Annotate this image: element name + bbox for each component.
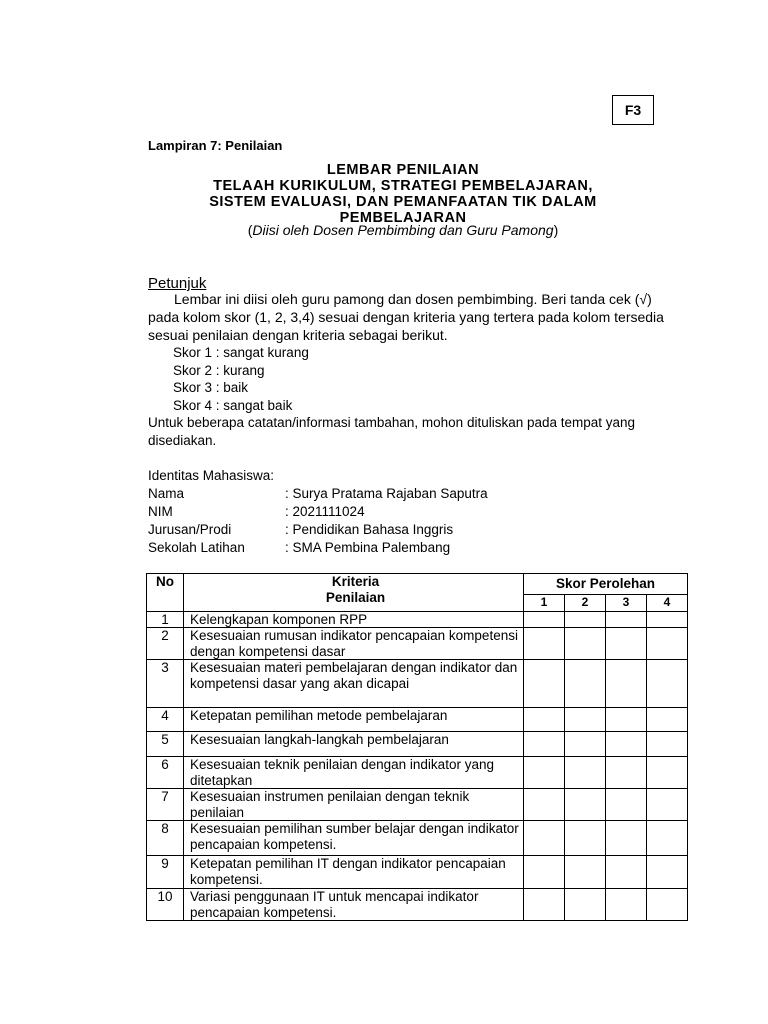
score-cell[interactable]: [647, 732, 688, 757]
score-cell[interactable]: [565, 789, 606, 821]
row-number: 9: [147, 856, 184, 889]
score-cell[interactable]: [524, 708, 565, 732]
score-cell[interactable]: [606, 757, 647, 789]
score-cell[interactable]: [524, 821, 565, 856]
row-criteria: Kesesuaian rumusan indikator pencapaian kompetensi dengan kompetensi dasar: [184, 628, 524, 660]
criteria-header-line-1: Kriteria: [331, 574, 380, 589]
score-legend-item: Skor 2 : kurang: [173, 362, 265, 378]
score-cell[interactable]: [524, 789, 565, 821]
score-cell[interactable]: [524, 732, 565, 757]
identity-heading: Identitas Mahasiswa:: [148, 468, 275, 483]
score-cell[interactable]: [565, 732, 606, 757]
subtitle-text: Diisi oleh Dosen Pembimbing dan Guru Pamong: [252, 222, 554, 238]
score-cell[interactable]: [524, 628, 565, 660]
identity-label: Jurusan/Prodi: [148, 522, 232, 537]
score-legend-item: Skor 1 : sangat kurang: [173, 345, 309, 360]
row-number: 3: [147, 660, 184, 708]
score-cell[interactable]: [606, 821, 647, 856]
score-cell[interactable]: [606, 628, 647, 660]
score-cell[interactable]: [524, 660, 565, 708]
row-number: 10: [147, 889, 184, 921]
row-criteria: Variasi penggunaan IT untuk mencapai indikator pencapaian kompetensi.: [184, 889, 524, 921]
score-cell[interactable]: [524, 611, 565, 628]
notes-instruction: Untuk beberapa catatan/informasi tambahan, mohon dituliskan pada tempat yang disediakan.: [148, 415, 636, 448]
score-cell[interactable]: [524, 757, 565, 789]
identity-value: : 2021111024: [285, 504, 365, 519]
subtitle-open: (: [247, 222, 253, 238]
identity-label: Sekolah Latihan: [148, 540, 245, 555]
score-cell[interactable]: [606, 889, 647, 921]
score-cell[interactable]: [647, 789, 688, 821]
score-cell[interactable]: [565, 821, 606, 856]
score-legend-item: Skor 3 : baik: [173, 380, 249, 395]
criteria-header-line-2: Penilaian: [325, 589, 386, 605]
title-line-2: TELAAH KURIKULUM, STRATEGI PEMBELAJARAN,: [213, 178, 593, 194]
score-cell[interactable]: [647, 628, 688, 660]
score-cell[interactable]: [606, 660, 647, 708]
row-number: 4: [147, 708, 184, 732]
score-cell[interactable]: [647, 821, 688, 856]
document-subtitle: [148, 222, 658, 238]
identity-row-name: [148, 485, 488, 503]
instructions-paragraph: [148, 290, 668, 344]
score-cell[interactable]: [606, 611, 647, 628]
row-number: 6: [147, 757, 184, 789]
score-cell[interactable]: [565, 660, 606, 708]
score-cell[interactable]: [524, 856, 565, 889]
table-row: [147, 732, 688, 757]
identity-value: : Surya Pratama Rajaban Saputra: [285, 486, 488, 501]
score-cell[interactable]: [606, 856, 647, 889]
score-cell[interactable]: [606, 732, 647, 757]
document-title: [148, 162, 658, 226]
score-group-header: Skor Perolehan: [524, 574, 688, 595]
table-row: [147, 708, 688, 732]
row-criteria: Kesesuaian materi pembelajaran dengan indikator dan kompetensi dasar yang akan dicapai: [184, 660, 524, 708]
row-number: 1: [147, 611, 184, 628]
score-cell[interactable]: [606, 708, 647, 732]
row-number: 5: [147, 732, 184, 757]
score-cell[interactable]: [565, 708, 606, 732]
identity-label: Nama: [148, 486, 185, 501]
score-cell[interactable]: [647, 889, 688, 921]
instructions-text: Lembar ini diisi oleh guru pamong dan dosen pembimbing. Beri tanda cek (√) pada kolom skor (1, 2, 3,4) sesuai dengan kriteria yang tertera pada kolom tersedia sesuai penilaian dengan kriteria sebagai berikut.: [148, 291, 664, 343]
row-criteria: Kelengkapan komponen RPP: [184, 611, 524, 628]
instructions-heading: Petunjuk: [148, 275, 207, 292]
attachment-label: Lampiran 7: Penilaian: [148, 138, 283, 153]
student-identity: [148, 467, 488, 557]
identity-row-program: [148, 521, 488, 539]
table-row: [147, 856, 688, 889]
score-cell[interactable]: [565, 757, 606, 789]
table-row: [147, 789, 688, 821]
row-criteria: Ketepatan pemilihan IT dengan indikator pencapaian kompetensi.: [184, 856, 524, 889]
row-criteria: Kesesuaian teknik penilaian dengan indikator yang ditetapkan: [184, 757, 524, 789]
score-column-header: 3: [606, 595, 647, 612]
table-row: [147, 821, 688, 856]
score-cell[interactable]: [524, 889, 565, 921]
score-column-header: 2: [565, 595, 606, 612]
row-number: 2: [147, 628, 184, 660]
identity-row-nim: [148, 503, 488, 521]
score-cell[interactable]: [606, 789, 647, 821]
assessment-table: [146, 573, 688, 921]
score-cell[interactable]: [647, 708, 688, 732]
score-cell[interactable]: [565, 889, 606, 921]
score-cell[interactable]: [647, 856, 688, 889]
criteria-column-header: [184, 574, 524, 612]
no-column-header: No: [147, 574, 184, 612]
score-cell[interactable]: [647, 757, 688, 789]
identity-value: : SMA Pembina Palembang: [285, 540, 451, 555]
score-cell[interactable]: [565, 611, 606, 628]
row-criteria: Kesesuaian langkah-langkah pembelajaran: [184, 732, 524, 757]
row-number: 7: [147, 789, 184, 821]
identity-value: : Pendidikan Bahasa Inggris: [285, 522, 454, 537]
row-number: 8: [147, 821, 184, 856]
table-row: [147, 757, 688, 789]
score-column-header: 1: [524, 595, 565, 612]
form-code-box: F3: [612, 95, 654, 125]
score-cell[interactable]: [565, 856, 606, 889]
identity-label: NIM: [148, 504, 173, 519]
row-criteria: Ketepatan pemilihan metode pembelajaran: [184, 708, 524, 732]
title-line-3: SISTEM EVALUASI, DAN PEMANFAATAN TIK DALAM: [209, 194, 597, 210]
row-criteria: Kesesuaian pemilihan sumber belajar dengan indikator pencapaian kompetensi.: [184, 821, 524, 856]
identity-row-school: [148, 539, 488, 557]
table-row: [147, 660, 688, 708]
score-legend-item: Skor 4 : sangat baik: [173, 397, 293, 413]
score-cell[interactable]: [647, 611, 688, 628]
table-row: [147, 628, 688, 660]
score-cell[interactable]: [565, 628, 606, 660]
score-legend: [173, 344, 309, 414]
row-criteria: Kesesuaian instrumen penilaian dengan teknik penilaian: [184, 789, 524, 821]
table-row: [147, 889, 688, 921]
table-row: [147, 611, 688, 628]
score-column-header: 4: [647, 595, 688, 612]
score-cell[interactable]: [647, 660, 688, 708]
title-line-4: PEMBELAJARAN: [339, 210, 467, 226]
title-line-1: LEMBAR PENILAIAN: [326, 162, 480, 178]
subtitle-close: ): [553, 222, 559, 238]
